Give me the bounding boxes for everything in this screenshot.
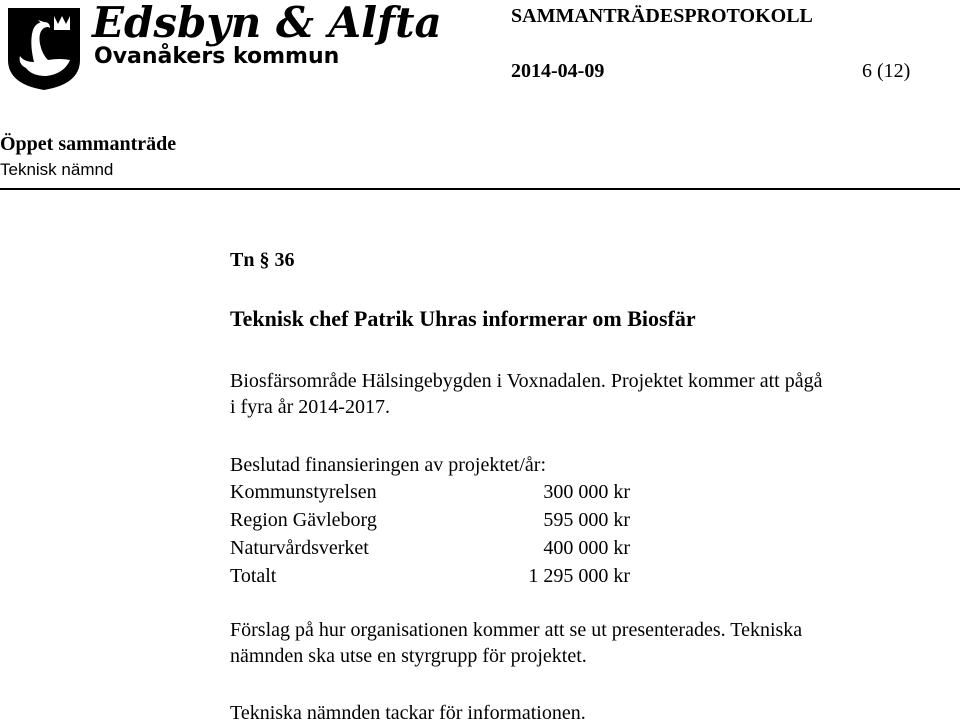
funder-name: Kommunstyrelsen xyxy=(230,481,377,503)
funder-amount: 300 000 kr xyxy=(543,481,630,503)
document-type: SAMMANTRÄDESPROTOKOLL xyxy=(511,5,813,27)
funder-name: Naturvårdsverket xyxy=(230,537,369,559)
financing-total-row xyxy=(230,562,630,590)
financing-row xyxy=(230,534,630,562)
funder-amount: 400 000 kr xyxy=(543,537,630,559)
financing-table xyxy=(230,478,630,590)
funder-amount: 595 000 kr xyxy=(543,509,630,531)
swan-crest-icon xyxy=(4,2,84,92)
logo-name: Edsbyn & Alfta xyxy=(92,0,442,47)
closing-statement: Tekniska nämnden tackar för informationen. xyxy=(230,702,586,724)
financing-label: Beslutad finansieringen av projektet/år: xyxy=(230,454,547,476)
meeting-date: 2014-04-09 xyxy=(511,60,605,82)
meeting-type: Öppet sammanträde xyxy=(0,133,177,155)
proposal-paragraph xyxy=(230,617,802,669)
financing-row xyxy=(230,478,630,506)
financing-row xyxy=(230,506,630,534)
committee-name: Teknisk nämnd xyxy=(0,160,114,179)
header-divider xyxy=(0,188,960,190)
section-title: Teknisk chef Patrik Uhras informerar om Biosfär xyxy=(230,306,696,331)
section-reference: Tn § 36 xyxy=(230,249,295,271)
municipality-logo xyxy=(4,0,442,92)
logo-subtitle: Ovanåkers kommun xyxy=(94,44,340,69)
proposal-line: Förslag på hur organisationen kommer att se ut presenterades. Tekniska xyxy=(230,619,803,641)
intro-paragraph xyxy=(230,368,822,420)
total-label: Totalt xyxy=(230,565,277,587)
page-number: 6 (12) xyxy=(862,60,911,82)
intro-line: Biosfärsområde Hälsingebygden i Voxnadalen. Projektet kommer att pågå xyxy=(230,370,823,392)
intro-line: i fyra år 2014-2017. xyxy=(230,396,390,418)
funder-name: Region Gävleborg xyxy=(230,509,377,531)
total-amount: 1 295 000 kr xyxy=(528,565,630,587)
proposal-line: nämnden ska utse en styrgrupp för projektet. xyxy=(230,645,587,667)
